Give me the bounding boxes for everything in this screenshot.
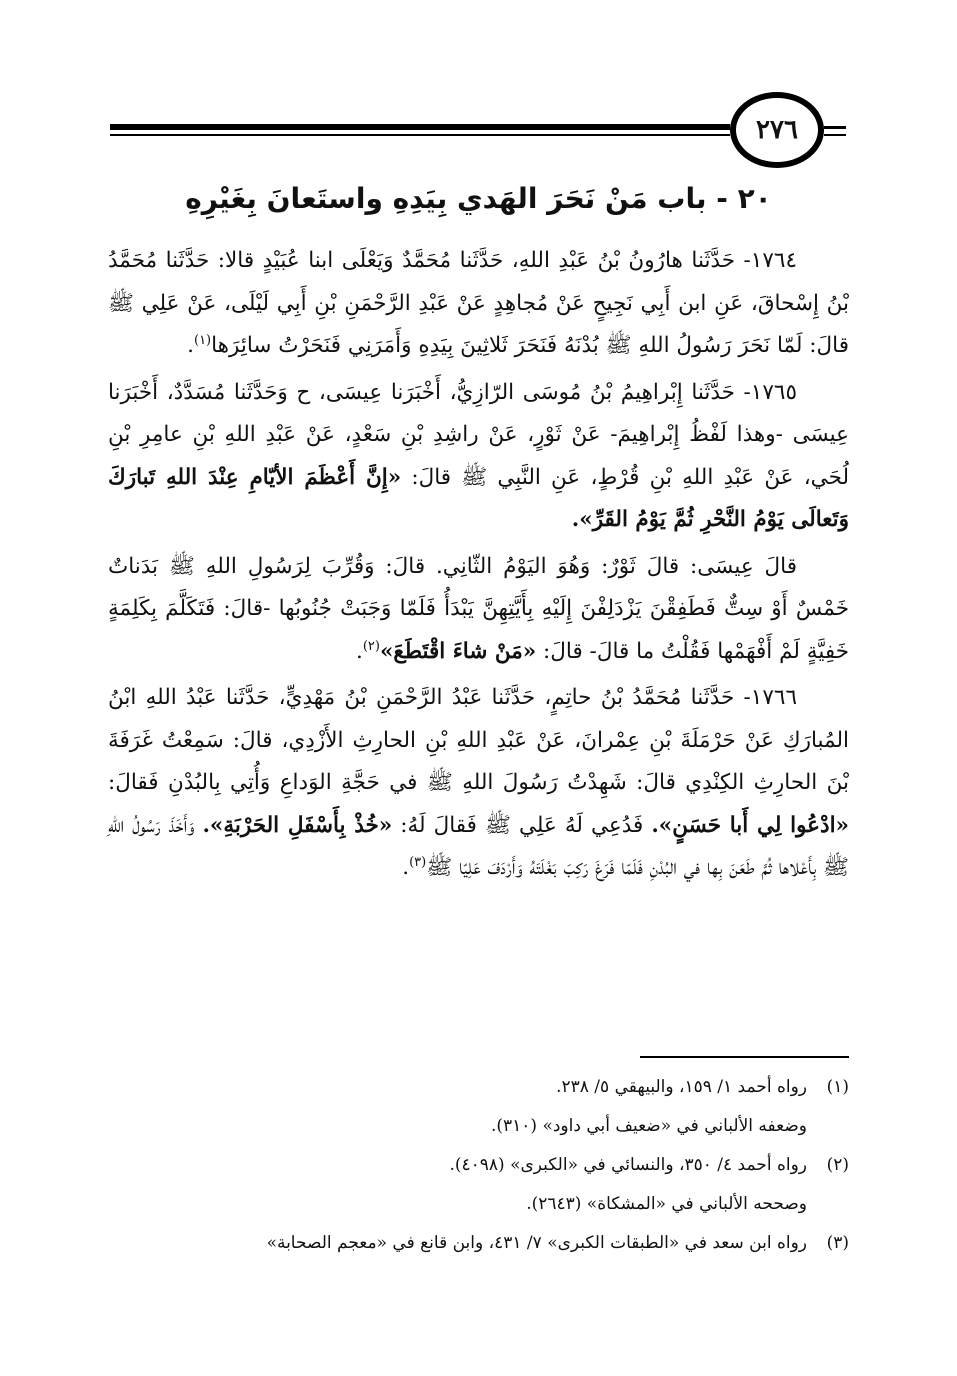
footnote-number: (٣) <box>826 1233 849 1253</box>
footnote-text: وصححه الألباني في «المشكاة» (٢٦٤٣). <box>526 1194 807 1214</box>
footnotes <box>108 1068 849 1263</box>
hadith-text: ١٧٦٤- حَدَّثَنا هارُونُ بْنُ عَبْدِ اللهِ، حَدَّثَنا مُحَمَّدٌ وَيَعْلَى ابنا عُبَيْدٍ قالا: حَدَّثَنا مُحَمَّدُ بْنُ إِسْحاقَ، عَنِ ابن أَبِي نَجِيحٍ عَنْ مُجاهِدٍ عَنْ عَبْدِ الرَّحْمَنِ بْنِ أَبِي لَيْلَى، عَنْ عَلِي ﷺ قالَ: لَمّا نَحَرَ رَسُولُ اللهِ ﷺ بُدْنَهُ فَنَحَرَ ثَلاثِينَ بِيَدِهِ وَأَمَرَنِي فَنَحَرْتُ سائِرَها <box>108 248 849 358</box>
footnote-text: رواه أحمد ٤/ ٣٥٠، والنسائي في «الكبرى» (٤٠٩٨). <box>449 1155 807 1175</box>
main-text <box>108 240 849 900</box>
hadith-text: قالَ عِيسَى: قالَ ثَوْرٌ: وَهُوَ اليَوْمُ الثّانِي. قالَ: وَقُرِّبَ لِرَسُولِ اللهِ ﷺ بَدَناتٌ خَمْسٌ أَوْ سِتٌّ فَطَفِقْنَ يَزْدَلِفْنَ إِلَيْهِ بِأَيَّتِهِنَّ يَبْدَأُ فَلَمّا وَجَبَتْ جُنُوبُها -قالَ: فَتَكَلَّمَ بِكَلِمَةٍ خَفِيَّةٍ لَمْ أَفْهَمْها فَقُلْتُ ما قالَ- قالَ: <box>108 553 849 664</box>
hadith-text: فَدُعِي لَهُ عَلِي ﷺ فَقالَ لَهُ: <box>400 812 644 838</box>
footnote-text: رواه أحمد ١/ ١٥٩، والبيهقي ٥/ ٢٣٨. <box>556 1077 807 1097</box>
footnote-1-note <box>108 1107 849 1146</box>
header-rule <box>110 124 730 130</box>
footnote-3 <box>108 1224 849 1263</box>
header-rule-end <box>824 126 846 136</box>
chapter-title: ٢٠ - باب مَنْ نَحَرَ الهَدي بِيَدِهِ واستَعانَ بِغَيْرِهِ <box>185 182 772 215</box>
footnote-text: رواه ابن سعد في «الطبقات الكبرى» ٧/ ٤٣١، وابن قانع في «معجم الصحابة» <box>266 1233 807 1253</box>
hadith-text: وَأَخَذَ رَسُولُ اللهِ ﷺ بِأَعْلاها ثُمَّ طَعَنَ بِها في البُدْنِ فَلَمّا فَرَغَ رَكِبَ بَغْلَتَهُ وَأَرْدَفَ عَلِيّا ﷺ <box>108 812 849 880</box>
footnote-text: وضعفه الألباني في «ضعيف أبي داود» (٣١٠). <box>490 1116 807 1136</box>
hadith-end: . <box>187 333 194 358</box>
footnote-1 <box>108 1068 849 1107</box>
hadith-quote: «مَنْ شاءَ اقْتَطَعَ» <box>379 638 537 664</box>
hadith-end: . <box>402 855 410 880</box>
header-rule-thin <box>110 134 730 136</box>
footnote-ref-2: (٢) <box>362 638 380 654</box>
hadith-1765 <box>108 372 849 542</box>
hadith-text: ١٧٦٦- حَدَّثَنا مُحَمَّدُ بْنُ حاتِمٍ، حَدَّثَنا عَبْدُ الرَّحْمَنِ بْنُ مَهْدِيٍّ، حَدَّثَنا عَبْدُ اللهِ ابْنُ المُبارَكِ عَنْ حَرْمَلَةَ بْنِ عِمْرانَ، عَنْ عَبْدِ اللهِ بْنِ الحارِثِ الأَزْدِي، قالَ: سَمِعْتُ غَرَفَةَ بْنَ الحارِثِ الكِنْدِي قالَ: شَهِدْتُ رَسُولَ اللهِ ﷺ في حَجَّةِ الوَداعِ وَأُتِي بِالبُدْنِ فَقالَ: <box>108 685 849 795</box>
page-number: ٢٧٦ <box>730 92 824 168</box>
hadith-1764 <box>108 240 849 368</box>
hadith-quote: «ادْعُوا لِي أَبا حَسَنٍ». <box>651 812 849 838</box>
hadith-1766 <box>108 677 849 890</box>
hadith-quote: «إِنَّ أَعْظَمَ الأيّامِ عِنْدَ اللهِ تَبارَكَ وَتَعالَى يَوْمُ النَّحْرِ ثُمَّ يَوْمُ القَرِّ». <box>108 464 849 532</box>
hadith-end: . <box>355 638 363 664</box>
hadith-quote: «خُذْ بِأَسْفَلِ الحَرْبَةِ». <box>202 812 393 838</box>
footnote-number: (٢) <box>826 1155 849 1175</box>
footnote-2 <box>108 1146 849 1185</box>
hadith-text: ١٧٦٥- حَدَّثَنا إِبْراهِيمُ بْنُ مُوسَى الرّازِيُّ، أَخْبَرَنا عِيسَى، ح وَحَدَّثَنا مُسَدَّدٌ، أَخْبَرَنا عِيسَى -وهذا لَفْظُ إِبْراهِيمَ- عَنْ ثَوْرٍ، عَنْ راشِدِ بْنِ سَعْدٍ، عَنْ عَبْدِ اللهِ بْنِ عامِرِ بْنِ لُحَي، عَنْ عَبْدِ اللهِ بْنِ قُرْطٍ، عَنِ النَّبِي ﷺ قالَ: <box>108 379 849 490</box>
footnote-2-note <box>108 1185 849 1224</box>
footnote-separator <box>640 1056 849 1058</box>
hadith-1765-continuation <box>108 546 849 674</box>
footnote-ref-1: (١) <box>193 332 212 348</box>
footnote-number: (١) <box>826 1077 849 1097</box>
footnote-ref-3: (٣) <box>409 854 427 870</box>
